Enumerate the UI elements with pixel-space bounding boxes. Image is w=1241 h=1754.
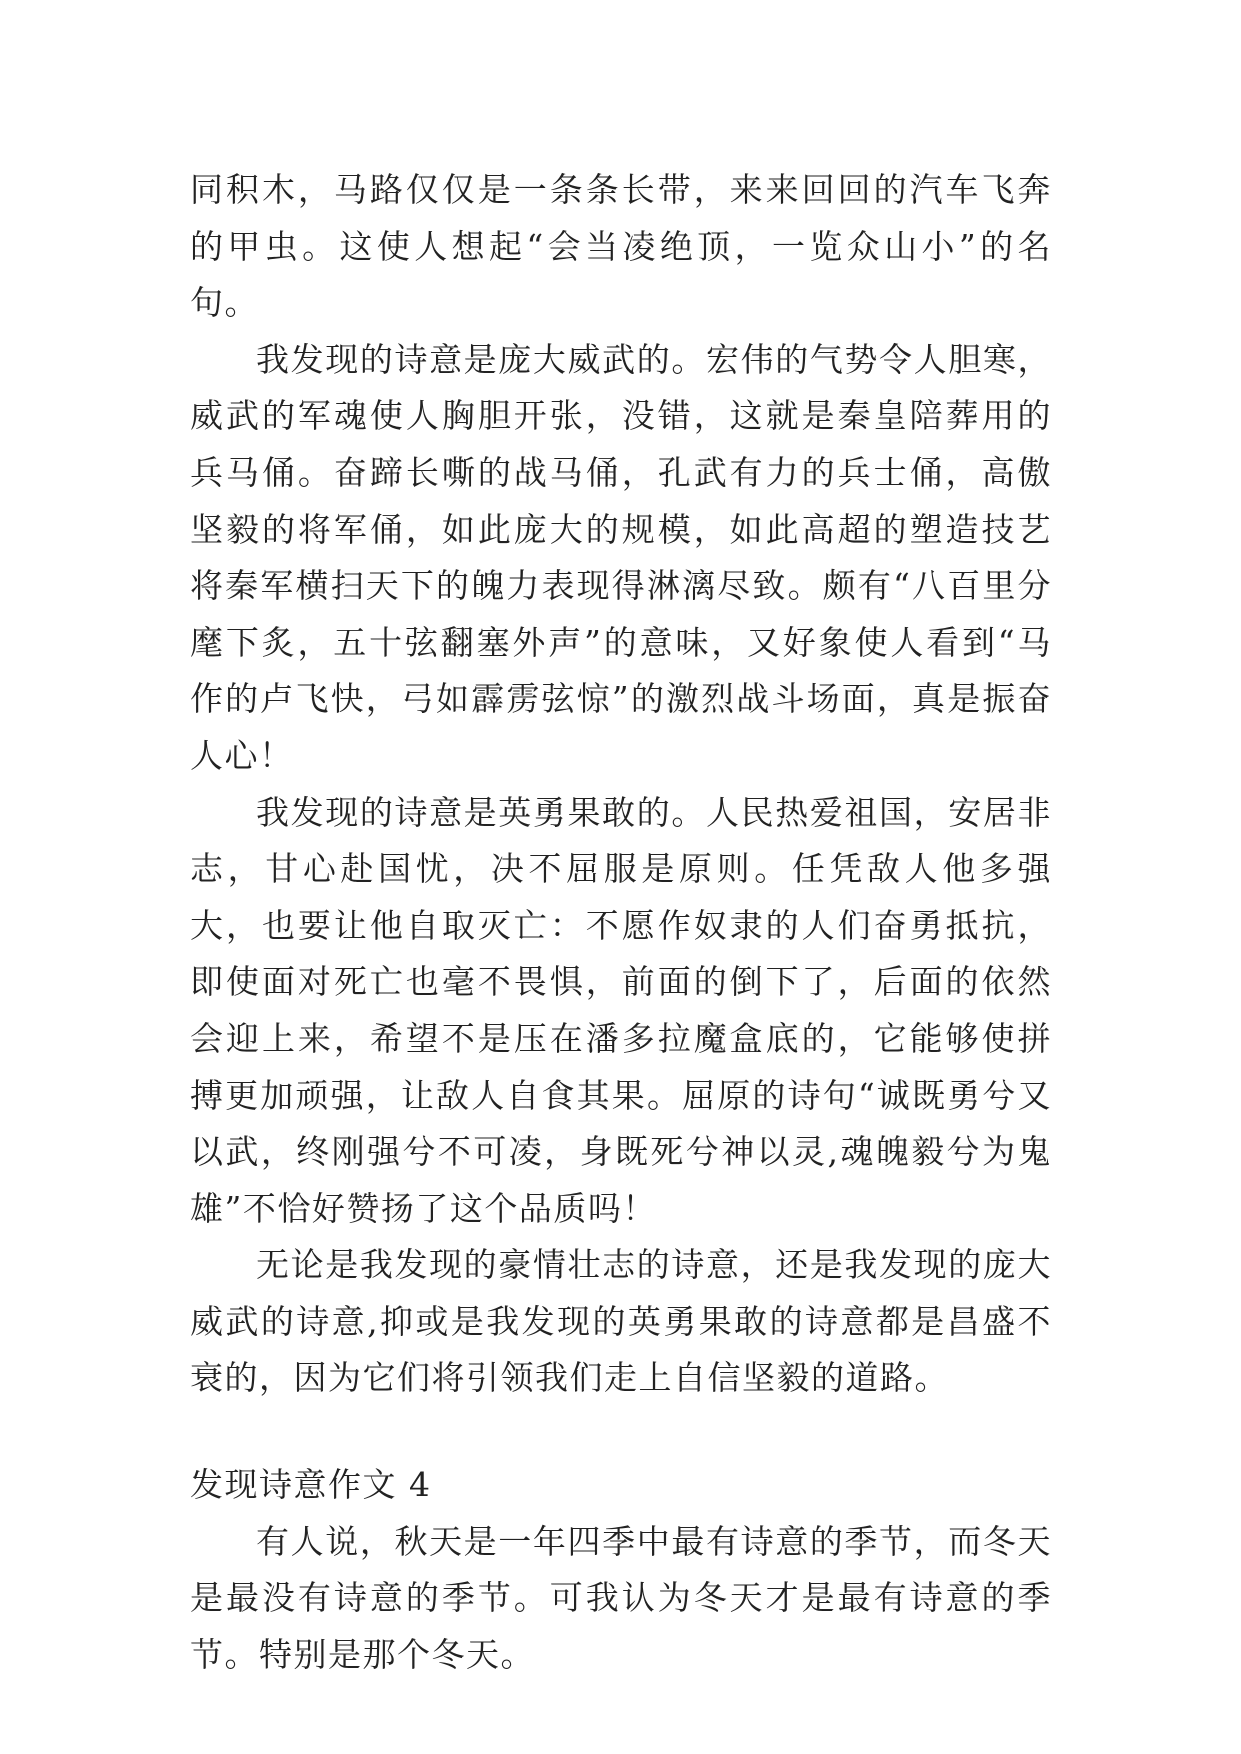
paragraph-continued: 同积木，马路仅仅是一条条长带，来来回回的汽车飞奔的甲虫。这使人想起“会当凌绝顶，一览众山小”的名句。 [190,170,1052,323]
paragraph-bravery: 我发现的诗意是英勇果敢的。人民热爱祖国，安居非志，甘心赴国忧，决不屈服是原则。任凭敌人他多强大，也要让他自取灭亡：不愿作奴隶的人们奋勇抵抗，即使面对死亡也毫不畏惧，前面的倒下了，后面的依然会迎上来，希望不是压在潘多拉魔盒底的，它能够使拼搏更加顽强，让敌人自食其果。屈原的诗句“诚既勇兮又以武，终刚强兮不可凌，身既死兮神以灵,魂魄毅兮为鬼雄”不恰好赞扬了这个品质吗！ [190,792,1052,1228]
paragraph-conclusion: 无论是我发现的豪情壮志的诗意，还是我发现的庞大威武的诗意,抑或是我发现的英勇果敢的诗意都是昌盛不衰的，因为它们将引领我们走上自信坚毅的道路。 [190,1245,1052,1398]
paragraph-terracotta: 我发现的诗意是庞大威武的。宏伟的气势令人胆寒，威武的军魂使人胸胆开张，没错，这就是秦皇陪葬用的兵马俑。奋蹄长嘶的战马俑，孔武有力的兵士俑，高傲坚毅的将军俑，如此庞大的规模，如此高超的塑造技艺将秦军横扫天下的魄力表现得淋漓尽致。颇有“八百里分麾下炙，五十弦翻塞外声”的意味，又好象使人看到“马作的卢飞快，弓如霹雳弦惊”的激烈战斗场面，真是振奋人心！ [190,339,1052,775]
section-title: 发现诗意作文 4 [190,1465,432,1505]
paragraph-winter: 有人说，秋天是一年四季中最有诗意的季节，而冬天是最没有诗意的季节。可我认为冬天才是最有诗意的季节。特别是那个冬天。 [190,1521,1052,1674]
document-body [190,162,1052,1683]
